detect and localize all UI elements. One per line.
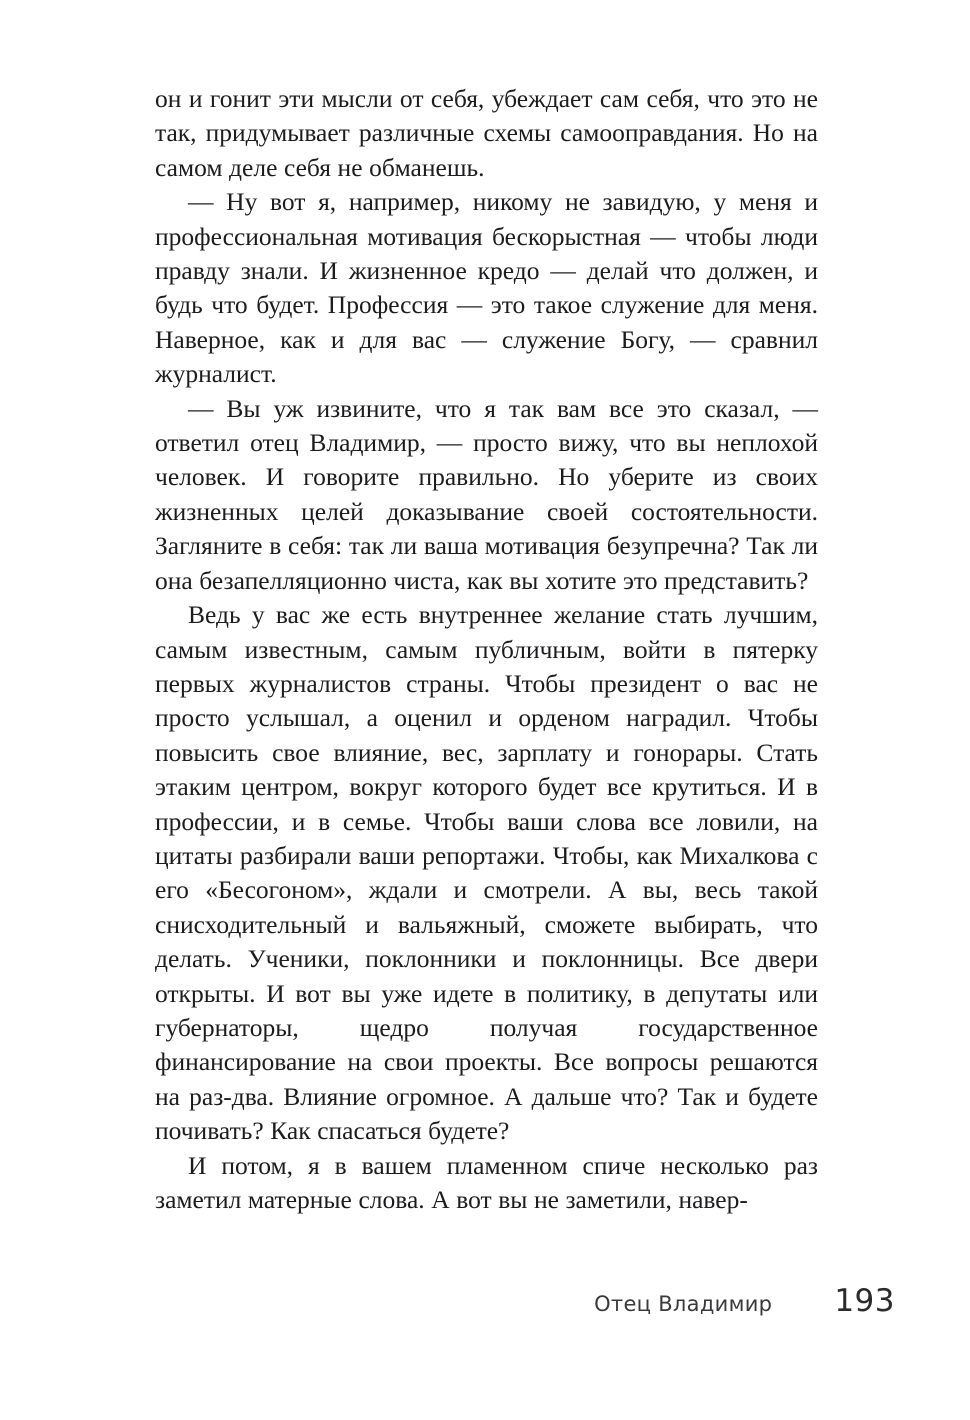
body-text-column [155, 82, 818, 1217]
paragraph-1: он и гонит эти мысли от себя, убеждает сам себя, что это не так, придумывает различные схемы самооправдания. Но на самом деле себя не обманешь. [155, 84, 818, 182]
paragraph-5: И потом, я в вашем пламенном спиче несколько раз заметил матерные слова. А вот вы не заметили, навер- [155, 1150, 818, 1214]
paragraph-2: — Ну вот я, например, никому не завидую, у меня и профессиональная мотивация бескорыстная — чтобы люди правду знали. И жизненное кредо — делай что должен, и будь что будет. Профессия — это такое служение для меня. Наверное, как и для вас — служение Богу, — сравнил журналист. [155, 187, 818, 389]
paragraph-3: — Вы уж извините, что я так вам все это сказал, — ответил отец Владимир, — просто вижу, что вы неплохой человек. И говорите правильно. Но уберите из своих жизненных целей доказывание своей состоятельности. Загляните в себя: так ли ваша мотивация безупречна? Так ли она безапелляционно чиста, как вы хотите это представить? [155, 393, 818, 595]
page-number: 193 [834, 1283, 895, 1319]
page-footer [155, 1283, 895, 1319]
running-head: Отец Владимир [594, 1292, 773, 1316]
paragraph-4: Ведь у вас же есть внутреннее желание стать лучшим, самым известным, самым публичным, войти в пятерку первых журналистов страны. Чтобы президент о вас не просто услышал, а оценил и орденом наградил. Чтобы повысить свое влияние, вес, зарплату и гонорары. Стать этаким центром, вокруг которого будет все крутиться. И в профессии, и в семье. Чтобы ваши слова все ловили, на цитаты разбирали ваши репортажи. Чтобы, как Михалкова с его «Бесогоном», ждали и смотрели. А вы, весь такой снисходительный и вальяжный, сможете выбирать, что делать. Ученики, поклонники и поклонницы. Все двери открыты. И вот вы уже идете в политику, в депутаты или губернаторы, щедро получая государственное финансирование на свои проекты. Все вопросы решаются на раз-два. Влияние огромное. А дальше что? Так и будете почивать? Как спасаться будете? [155, 600, 818, 1146]
